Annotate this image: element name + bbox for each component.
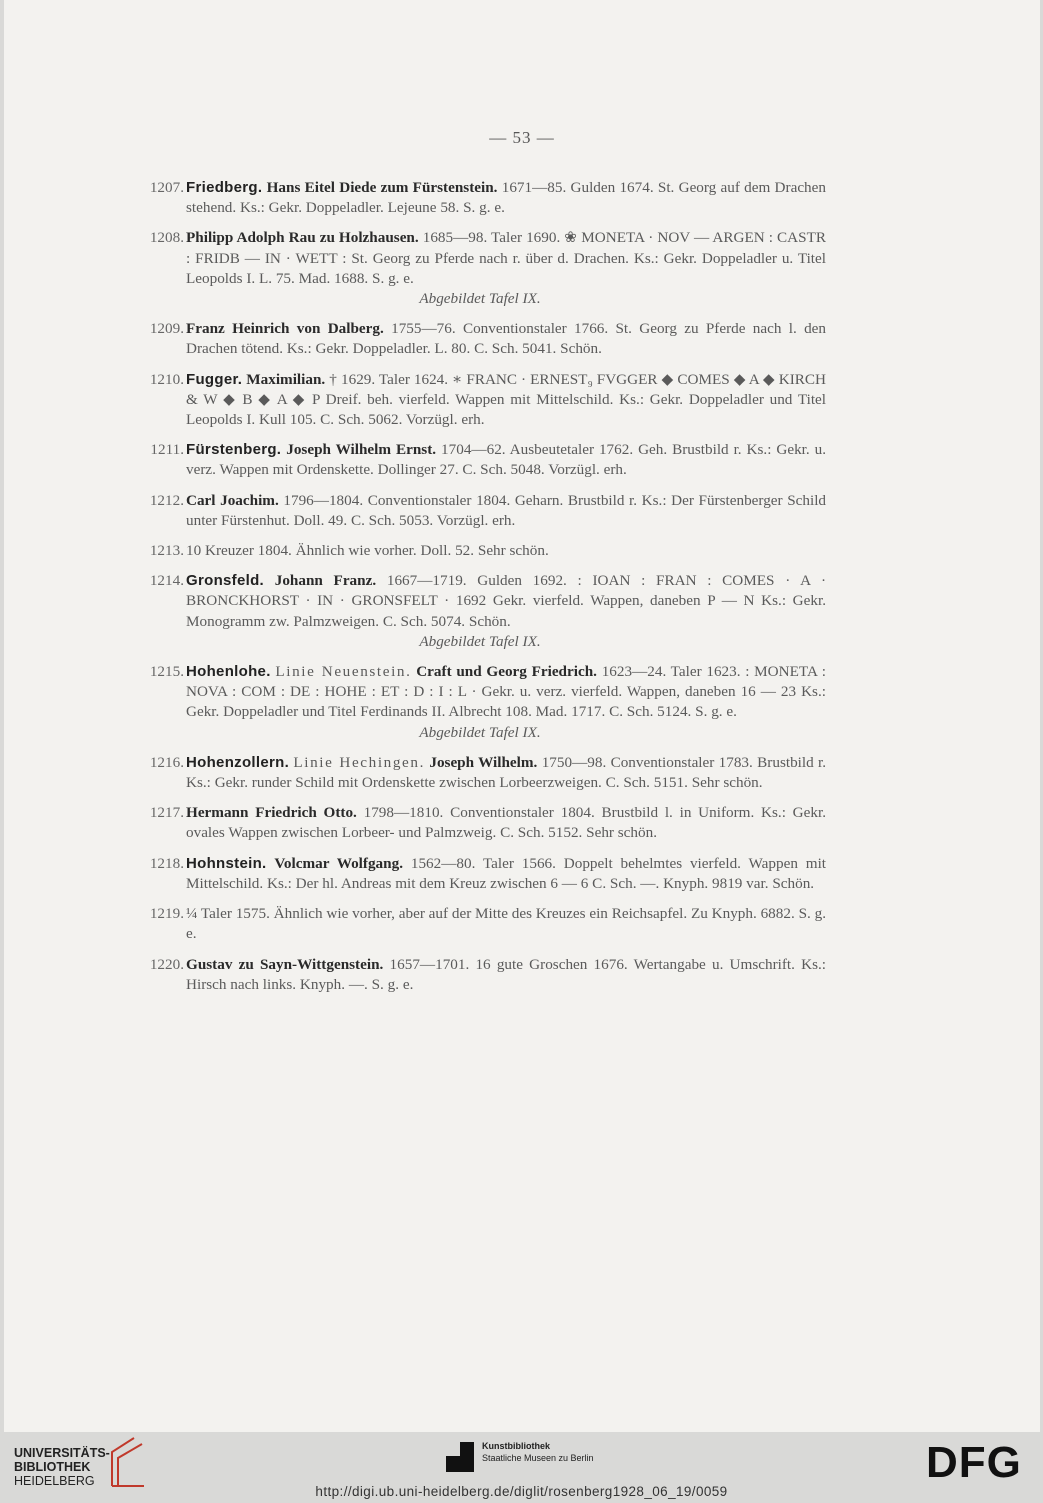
entry-ruler: Gustav zu Sayn-Wittgenstein.: [186, 955, 384, 973]
entry-ruler: Volcmar Wolfgang.: [274, 854, 403, 872]
entry-region: Hohenlohe.: [186, 663, 271, 681]
entry-list: [136, 178, 826, 1005]
entry-ruler: Craft und Georg Friedrich.: [416, 663, 597, 681]
page-number: — 53 —: [489, 128, 555, 147]
entry-region: Fürstenberg.: [186, 441, 282, 459]
entry-region: Fugger.: [186, 370, 243, 388]
entry-body: [186, 319, 826, 359]
entry-line-name: Linie Hechingen.: [293, 753, 425, 771]
plate-reference: Abgebildet Tafel IX.: [419, 632, 541, 650]
entry-description: 1562—80. Taler 1566. Doppelt behelmtes vierfeld. Wappen mit Mittelschild. Ks.: Der hl. Andreas mit dem Kreuz zwischen 6 — 6 C. Sch. —. Knyph. 9819 var. Schön.: [186, 854, 827, 892]
catalog-entry: [136, 370, 826, 431]
entry-ruler: Carl Joachim.: [186, 491, 279, 509]
entry-body: [186, 955, 826, 995]
entry-body: [186, 440, 826, 480]
entry-description: 10 Kreuzer 1804. Ähnlich wie vorher. Doll. 52. Sehr schön.: [186, 542, 549, 560]
catalog-entry: [136, 571, 826, 652]
kb-line-1: Kunstbibliothek: [482, 1441, 550, 1451]
entry-line-name: Linie Neuenstein.: [275, 663, 412, 681]
entry-number: 1211.: [150, 441, 184, 459]
entry-description: St. Georg auf dem Drachen stehend. Ks.: Gekr. Doppeladler. Lejeune 58. S. g. e.: [186, 179, 826, 217]
catalog-entry: [136, 753, 826, 793]
catalog-entry: [136, 228, 826, 309]
catalog-entry: [136, 319, 826, 359]
entry-ruler: Hermann Friedrich Otto.: [186, 804, 357, 822]
entry-number: 1207.: [149, 179, 184, 196]
entry-body: [186, 228, 826, 289]
entry-ruler: Johann Franz.: [274, 572, 377, 590]
heidelberg-emblem-icon: [104, 1436, 148, 1490]
entry-region: Gronsfeld.: [186, 572, 265, 590]
kunstbibliothek-logo-icon: [446, 1442, 474, 1472]
entry-description: 1667—1719. Gulden 1692. : IOAN : FRAN : COMES · A · BRONCKHORST · IN · GRONSFELT · 1692 Gekr. vierfeld. Wappen, daneben P — N Ks.: Gekr. Monogramm zw. Palmzweigen. C. Sch. 5074. Schön.: [186, 572, 827, 630]
university-line-3: HEIDELBERG: [14, 1474, 95, 1488]
entry-number: 1217.: [149, 804, 184, 822]
entry-body: [186, 571, 826, 632]
entry-number: 1215.: [149, 663, 184, 681]
catalog-entry: [136, 491, 826, 531]
catalog-entry: [136, 662, 826, 743]
plate-reference: Abgebildet Tafel IX.: [419, 723, 541, 741]
entry-ruler: Hans Eitel Diede zum Fürstenstein.: [266, 179, 498, 196]
entry-description: 1671—85. Gulden 1674.: [501, 179, 654, 196]
entry-description: 1623—24. Taler 1623. : MONETA : NOVA : COM : DE : HOHE : ET : D : I : L · Gekr. u. verz. vierfeld. Wappen, daneben 16 — 23 Ks.: Gekr. Doppeladler und Titel Ferdinands II. Albrecht 108. Mad. 1717. C. Sch. 5124. S. g. e.: [186, 663, 827, 721]
entry-ruler: Philipp Adolph Rau zu Holzhausen.: [186, 229, 419, 247]
entry-description: 1796—1804. Conventionstaler 1804. Geharn. Brustbild r. Ks.: Der Fürstenberger Schild unter Fürstenhut. Doll. 49. C. Sch. 5053. Vorzügl. erh.: [186, 491, 827, 529]
entry-number: 1210.: [149, 370, 184, 388]
plate-reference: Abgebildet Tafel IX.: [419, 290, 541, 308]
entry-body: [186, 662, 826, 723]
entry-number: 1213.: [149, 542, 184, 560]
entry-ruler: Franz Heinrich von Dalberg.: [186, 320, 384, 338]
catalog-entry: [136, 904, 826, 944]
catalog-entry: [136, 955, 826, 995]
entry-region: Friedberg.: [186, 179, 263, 196]
catalog-entry: [136, 178, 826, 218]
entry-description: 1657—1701. 16 gute Groschen 1676. Wertangabe u. Umschrift. Ks.: Hirsch nach links. Knyph. —. S. g. e.: [186, 955, 827, 993]
entry-body: [186, 904, 826, 944]
entry-region: Hohenzollern.: [186, 753, 290, 771]
entry-number: 1208.: [149, 229, 184, 247]
entry-number: 1212.: [149, 491, 184, 509]
catalog-entry: [136, 854, 826, 894]
dfg-logo[interactable]: DFG: [926, 1438, 1022, 1487]
entry-ruler: Joseph Wilhelm.: [429, 753, 538, 771]
entry-region: Hohnstein.: [186, 854, 267, 872]
entry-number: 1219.: [149, 905, 184, 923]
catalog-entry: [136, 440, 826, 480]
entry-description: † 1629. Taler 1624. ∗ FRANC · ERNEST₉ FVGGER ◆ COMES ◆ A ◆ KIRCH & W ◆ B ◆ A ◆ P Dreif. beh. vierfeld. Wappen mit Mittelschild. Ks.: Gekr. Doppeladler und Titel Leopolds I. Kull 105. C. Sch. 5062. Vorzügl. erh.: [186, 370, 827, 429]
entry-ruler: Joseph Wilhelm Ernst.: [286, 441, 437, 459]
entry-description: 1755—76. Conventionstaler 1766. St. Georg zu Pferde nach l. den Drachen tötend. Ks.: Gekr. Doppeladler. L. 80. C. Sch. 5041. Schön.: [186, 320, 827, 358]
university-line-2: BIBLIOTHEK: [14, 1460, 91, 1474]
entry-description: 1685—98. Taler 1690. ❀ MONETA · NOV — ARGEN : CASTR : FRIDB — IN · WETT : St. Georg zu Pferde nach r. über d. Drachen. Ks.: Gekr. Doppeladler u. Titel Leopolds I. L. 75. Mad. 1688. S. g. e.: [186, 229, 826, 287]
entry-body: [186, 753, 826, 793]
entry-number: 1218.: [149, 854, 184, 872]
source-url[interactable]: http://digi.ub.uni-heidelberg.de/diglit/rosenberg1928_06_19/0059: [315, 1484, 728, 1499]
entry-body: [186, 370, 826, 431]
entry-ruler: Maximilian.: [246, 370, 326, 388]
entry-body: [186, 541, 826, 561]
entry-description: ¼ Taler 1575. Ähnlich wie vorher, aber auf der Mitte des Kreuzes ein Reichsapfel. Zu Knyph. 6882. S. g. e.: [186, 905, 826, 943]
entry-body: [186, 803, 826, 843]
entry-description: 1798—1810. Conventionstaler 1804. Brustbild l. in Uniform. Ks.: Gekr. ovales Wappen zwischen Lorbeer- und Palmzweig. C. Sch. 5152. Sehr schön.: [186, 804, 827, 842]
entry-body: [186, 491, 826, 531]
kunstbibliothek-label[interactable]: [482, 1440, 594, 1464]
entry-description: 1750—98. Conventionstaler 1783. Brustbild r. Ks.: Gekr. runder Schild mit Ordenskette zwischen Lorbeerzweigen. C. Sch. 5151. Sehr schön.: [186, 753, 827, 792]
catalog-entry: [136, 541, 826, 561]
entry-number: 1216.: [149, 753, 184, 771]
kb-line-2: Staatliche Museen zu Berlin: [482, 1453, 594, 1463]
entry-description: 1704—62. Ausbeutetaler 1762. Geh. Brustbild r. Ks.: Gekr. u. verz. Wappen mit Ordenskette. Dollinger 27. C. Sch. 5048. Vorzügl. erh.: [186, 441, 827, 479]
catalog-entry: [136, 803, 826, 843]
catalog-page: [4, 0, 1040, 1432]
university-library-logo-text[interactable]: [14, 1446, 110, 1488]
university-line-1: UNIVERSITÄTS-: [14, 1446, 110, 1460]
entry-number: 1214.: [149, 572, 184, 590]
entry-number: 1220.: [149, 955, 184, 973]
entry-body: [186, 178, 826, 218]
entry-body: [186, 854, 826, 894]
entry-number: 1209.: [149, 320, 184, 338]
